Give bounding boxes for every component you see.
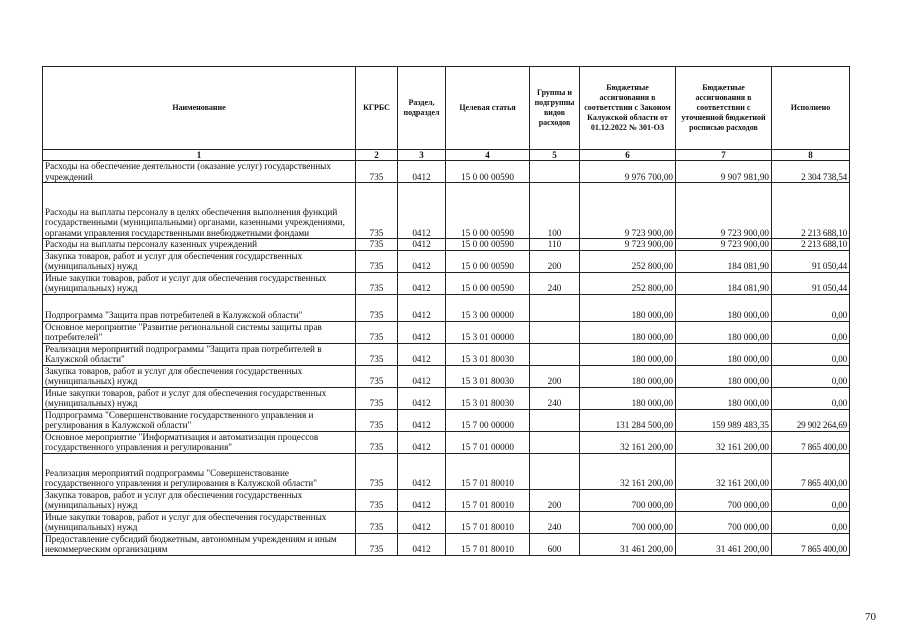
- target-cell: 15 3 01 80030: [446, 343, 530, 365]
- row-name-cell: Предоставление субсидий бюджетным, автономным учреждениям и иным некоммерческим организациям: [43, 533, 356, 555]
- row-name-cell: Подпрограмма "Защита прав потребителей в Калужской области": [43, 294, 356, 321]
- section-cell: 0412: [398, 489, 446, 511]
- target-cell: 15 3 01 80030: [446, 387, 530, 409]
- target-cell: 15 7 01 80010: [446, 453, 530, 489]
- schedule-allocation-cell: 180 000,00: [676, 321, 772, 343]
- table-row: [43, 533, 850, 555]
- row-name-cell: Основное мероприятие "Развитие региональной системы защиты прав потребителей": [43, 321, 356, 343]
- row-name-cell: Иные закупки товаров, работ и услуг для обеспечения государственных (муниципальных) нужд: [43, 272, 356, 294]
- kgrbs-cell: 735: [356, 365, 398, 387]
- schedule-allocation-cell: 159 989 483,35: [676, 409, 772, 431]
- target-cell: 15 7 01 80010: [446, 511, 530, 533]
- table-row: [43, 321, 850, 343]
- table-row: [43, 489, 850, 511]
- row-name-cell: Расходы на обеспечение деятельности (оказание услуг) государственных учреждений: [43, 161, 356, 183]
- law-allocation-cell: 180 000,00: [580, 365, 676, 387]
- section-cell: 0412: [398, 387, 446, 409]
- kgrbs-cell: 735: [356, 272, 398, 294]
- law-allocation-cell: 180 000,00: [580, 343, 676, 365]
- expense-group-cell: 600: [530, 533, 580, 555]
- table-row: [43, 365, 850, 387]
- expense-group-cell: 200: [530, 365, 580, 387]
- law-allocation-cell: 31 461 200,00: [580, 533, 676, 555]
- table-row: [43, 272, 850, 294]
- target-cell: 15 0 00 00590: [446, 239, 530, 251]
- law-allocation-cell: 180 000,00: [580, 321, 676, 343]
- kgrbs-cell: 735: [356, 431, 398, 453]
- section-cell: 0412: [398, 533, 446, 555]
- section-cell: 0412: [398, 343, 446, 365]
- schedule-allocation-cell: 9 723 900,00: [676, 183, 772, 239]
- section-cell: 0412: [398, 409, 446, 431]
- executed-cell: 2 213 688,10: [772, 183, 850, 239]
- executed-cell: 0,00: [772, 387, 850, 409]
- expense-group-cell: [530, 161, 580, 183]
- column-number-row: [43, 150, 850, 161]
- kgrbs-cell: 735: [356, 453, 398, 489]
- kgrbs-cell: 735: [356, 250, 398, 272]
- executed-cell: 0,00: [772, 365, 850, 387]
- schedule-allocation-cell: 32 161 200,00: [676, 453, 772, 489]
- law-allocation-cell: 180 000,00: [580, 294, 676, 321]
- header-law: Бюджетные ассигнования в соответствии с Законом Калужской области от 01.12.2022 № 301-ОЗ: [580, 67, 676, 150]
- table-row: [43, 409, 850, 431]
- target-cell: 15 7 01 80010: [446, 489, 530, 511]
- section-cell: 0412: [398, 250, 446, 272]
- section-cell: 0412: [398, 239, 446, 251]
- executed-cell: 0,00: [772, 343, 850, 365]
- law-allocation-cell: 131 284 500,00: [580, 409, 676, 431]
- section-cell: 0412: [398, 161, 446, 183]
- expense-group-cell: 200: [530, 489, 580, 511]
- schedule-allocation-cell: 184 081,90: [676, 250, 772, 272]
- table-row: [43, 343, 850, 365]
- header-target: Целевая статья: [446, 67, 530, 150]
- section-cell: 0412: [398, 321, 446, 343]
- header-row: [43, 67, 850, 150]
- expense-group-cell: 240: [530, 511, 580, 533]
- table-row: [43, 453, 850, 489]
- table-row: [43, 294, 850, 321]
- section-cell: 0412: [398, 272, 446, 294]
- law-allocation-cell: 32 161 200,00: [580, 431, 676, 453]
- column-number: 3: [398, 150, 446, 161]
- expense-group-cell: 200: [530, 250, 580, 272]
- table-row: [43, 511, 850, 533]
- executed-cell: 0,00: [772, 511, 850, 533]
- target-cell: 15 7 01 80010: [446, 533, 530, 555]
- expense-group-cell: [530, 453, 580, 489]
- kgrbs-cell: 735: [356, 387, 398, 409]
- section-cell: 0412: [398, 511, 446, 533]
- row-name-cell: Иные закупки товаров, работ и услуг для обеспечения государственных (муниципальных) нужд: [43, 387, 356, 409]
- target-cell: 15 0 00 00590: [446, 183, 530, 239]
- expense-group-cell: [530, 431, 580, 453]
- section-cell: 0412: [398, 431, 446, 453]
- column-number: 8: [772, 150, 850, 161]
- law-allocation-cell: 180 000,00: [580, 387, 676, 409]
- schedule-allocation-cell: 180 000,00: [676, 294, 772, 321]
- expense-group-cell: [530, 294, 580, 321]
- executed-cell: 91 050,44: [772, 250, 850, 272]
- row-name-cell: Реализация мероприятий подпрограммы "Совершенствование государственного управления и регулирования в Калужской области": [43, 453, 356, 489]
- expense-group-cell: 240: [530, 272, 580, 294]
- row-name-cell: Расходы на выплаты персоналу в целях обеспечения выполнения функций государственными (муниципальными) органами, казенными учреждениями, органами управления государственными внебюджетными фондами: [43, 183, 356, 239]
- column-number: 4: [446, 150, 530, 161]
- kgrbs-cell: 735: [356, 161, 398, 183]
- row-name-cell: Подпрограмма "Совершенствование государственного управления и регулирования в Калужской области": [43, 409, 356, 431]
- target-cell: 15 3 01 00000: [446, 321, 530, 343]
- executed-cell: 0,00: [772, 489, 850, 511]
- table-row: [43, 183, 850, 239]
- row-name-cell: Закупка товаров, работ и услуг для обеспечения государственных (муниципальных) нужд: [43, 365, 356, 387]
- kgrbs-cell: 735: [356, 321, 398, 343]
- target-cell: 15 0 00 00590: [446, 250, 530, 272]
- schedule-allocation-cell: 700 000,00: [676, 511, 772, 533]
- expense-group-cell: 240: [530, 387, 580, 409]
- executed-cell: 0,00: [772, 294, 850, 321]
- kgrbs-cell: 735: [356, 239, 398, 251]
- target-cell: 15 3 01 80030: [446, 365, 530, 387]
- executed-cell: 7 865 400,00: [772, 453, 850, 489]
- kgrbs-cell: 735: [356, 343, 398, 365]
- executed-cell: 0,00: [772, 321, 850, 343]
- row-name-cell: Реализация мероприятий подпрограммы "Защита прав потребителей в Калужской области": [43, 343, 356, 365]
- page-number: 70: [865, 611, 876, 623]
- executed-cell: 29 902 264,69: [772, 409, 850, 431]
- budget-rows: [43, 161, 850, 556]
- column-number: 2: [356, 150, 398, 161]
- schedule-allocation-cell: 180 000,00: [676, 343, 772, 365]
- law-allocation-cell: 9 976 700,00: [580, 161, 676, 183]
- table-row: [43, 239, 850, 251]
- kgrbs-cell: 735: [356, 533, 398, 555]
- kgrbs-cell: 735: [356, 294, 398, 321]
- table-row: [43, 387, 850, 409]
- budget-table: [42, 66, 850, 556]
- row-name-cell: Расходы на выплаты персоналу казенных учреждений: [43, 239, 356, 251]
- header-name: Наименование: [43, 67, 356, 150]
- executed-cell: 91 050,44: [772, 272, 850, 294]
- kgrbs-cell: 735: [356, 489, 398, 511]
- schedule-allocation-cell: 9 907 981,90: [676, 161, 772, 183]
- section-cell: 0412: [398, 183, 446, 239]
- section-cell: 0412: [398, 453, 446, 489]
- column-number: 7: [676, 150, 772, 161]
- table-row: [43, 431, 850, 453]
- schedule-allocation-cell: 9 723 900,00: [676, 239, 772, 251]
- target-cell: 15 0 00 00590: [446, 161, 530, 183]
- expense-group-cell: 110: [530, 239, 580, 251]
- schedule-allocation-cell: 180 000,00: [676, 387, 772, 409]
- header-schedule: Бюджетные ассигнования в соответствии с уточненной бюджетной росписью расходов: [676, 67, 772, 150]
- target-cell: 15 7 00 00000: [446, 409, 530, 431]
- row-name-cell: Иные закупки товаров, работ и услуг для обеспечения государственных (муниципальных) нужд: [43, 511, 356, 533]
- law-allocation-cell: 252 800,00: [580, 272, 676, 294]
- law-allocation-cell: 9 723 900,00: [580, 183, 676, 239]
- law-allocation-cell: 9 723 900,00: [580, 239, 676, 251]
- row-name-cell: Закупка товаров, работ и услуг для обеспечения государственных (муниципальных) нужд: [43, 489, 356, 511]
- law-allocation-cell: 700 000,00: [580, 511, 676, 533]
- executed-cell: 2 213 688,10: [772, 239, 850, 251]
- executed-cell: 7 865 400,00: [772, 431, 850, 453]
- row-name-cell: Закупка товаров, работ и услуг для обеспечения государственных (муниципальных) нужд: [43, 250, 356, 272]
- header-kgrbs: КГРБС: [356, 67, 398, 150]
- header-section: Раздел, подраздел: [398, 67, 446, 150]
- table-row: [43, 250, 850, 272]
- schedule-allocation-cell: 184 081,90: [676, 272, 772, 294]
- expense-group-cell: [530, 409, 580, 431]
- expense-group-cell: 100: [530, 183, 580, 239]
- law-allocation-cell: 32 161 200,00: [580, 453, 676, 489]
- header-executed: Исполнено: [772, 67, 850, 150]
- header-groups: Группы и подгруппы видов расходов: [530, 67, 580, 150]
- table-row: [43, 161, 850, 183]
- schedule-allocation-cell: 180 000,00: [676, 365, 772, 387]
- schedule-allocation-cell: 32 161 200,00: [676, 431, 772, 453]
- kgrbs-cell: 735: [356, 183, 398, 239]
- schedule-allocation-cell: 31 461 200,00: [676, 533, 772, 555]
- target-cell: 15 0 00 00590: [446, 272, 530, 294]
- budget-report-sheet: [42, 66, 849, 556]
- law-allocation-cell: 700 000,00: [580, 489, 676, 511]
- law-allocation-cell: 252 800,00: [580, 250, 676, 272]
- row-name-cell: Основное мероприятие "Информатизация и автоматизация процессов государственного управления и регулирования": [43, 431, 356, 453]
- schedule-allocation-cell: 700 000,00: [676, 489, 772, 511]
- executed-cell: 2 304 738,54: [772, 161, 850, 183]
- expense-group-cell: [530, 343, 580, 365]
- column-number: 1: [43, 150, 356, 161]
- executed-cell: 7 865 400,00: [772, 533, 850, 555]
- target-cell: 15 7 01 00000: [446, 431, 530, 453]
- expense-group-cell: [530, 321, 580, 343]
- section-cell: 0412: [398, 365, 446, 387]
- kgrbs-cell: 735: [356, 511, 398, 533]
- target-cell: 15 3 00 00000: [446, 294, 530, 321]
- section-cell: 0412: [398, 294, 446, 321]
- column-number: 5: [530, 150, 580, 161]
- kgrbs-cell: 735: [356, 409, 398, 431]
- column-number: 6: [580, 150, 676, 161]
